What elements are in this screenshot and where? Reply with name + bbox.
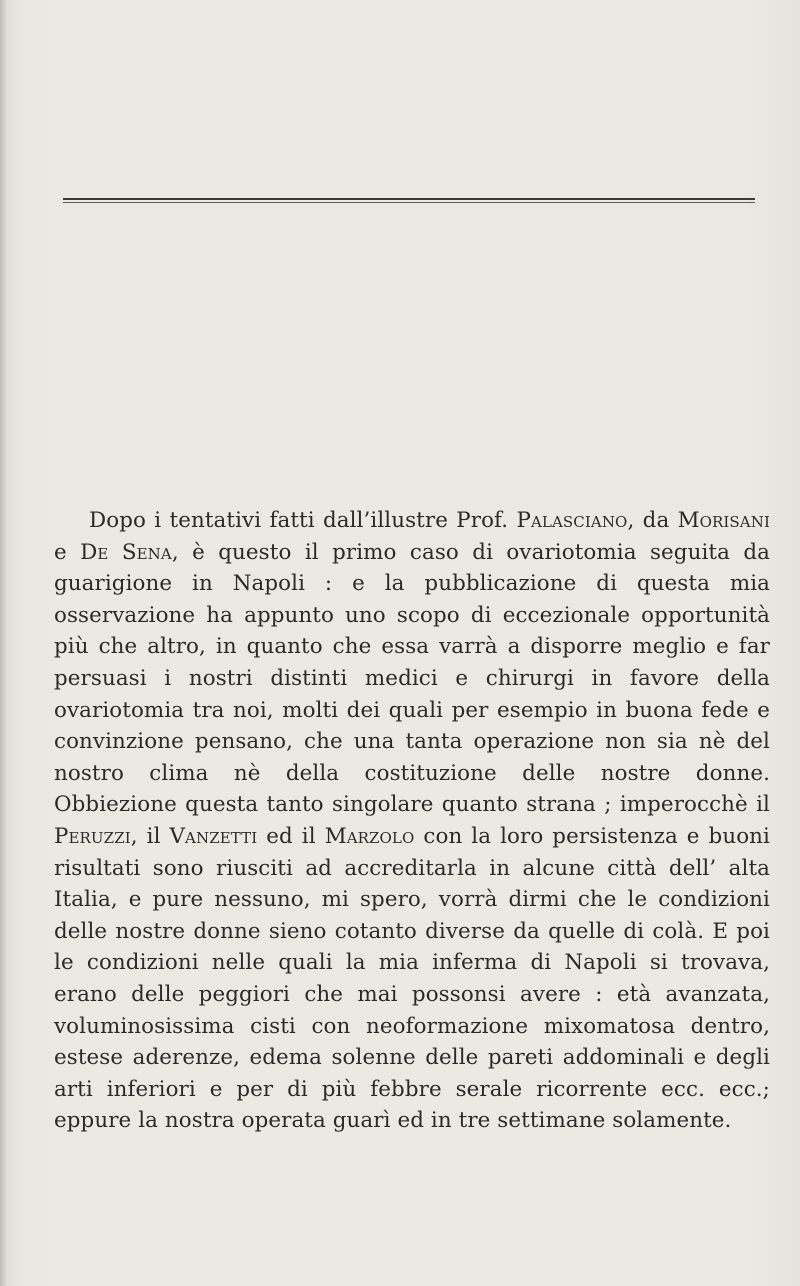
text-segment: , è questo il primo caso di ovariotomia seguita da guarigione in Napoli : e la pubblicazione di questa mia osservazione ha appunto uno scopo di eccezionale opportunità più che altro, in quanto che essa varrà a disporre meglio e far persuasi i nostri distinti medici e chirurgi in favore della ovariotomia tra noi, molti dei quali per esempio in buona fede e convinzione pensano, che una tanta operazione non sia nè del nostro clima nè della costituzione delle nostre donne. Obbiezione questa tanto singolare quanto strana ; imperocchè il — [54, 539, 770, 818]
page-binding-edge — [0, 0, 6, 1286]
text-segment: e — [54, 539, 81, 565]
text-segment: , da — [627, 508, 678, 533]
author-name-de-sena: De Sena — [80, 539, 172, 565]
text-segment: con la loro persistenza e buoni risultati sono riusciti ad accreditarla in alcune città dell’ alta Italia, e pure nessuno, mi spero, vorrà dirmi che le condizioni delle nostre donne sieno cotanto diverse da quelle di colà. E poi le condizioni nelle quali la mia inferma di Napoli si trovava, erano delle peggiori che mai possonsi avere : età avanzata, voluminosissima cisti con neoformazione mixomatosa dentro, estese aderenze, edema solenne delle pareti addominali e degli arti inferiori e per di più febbre serale ricorrente ecc. ecc.; eppure la nostra operata guarì ed in tre settimane solamente. — [54, 823, 770, 1134]
header-rule-thick — [63, 198, 755, 200]
text-segment: Dopo i tentativi fatti dall’illustre Prof. — [89, 508, 517, 533]
author-name-marzolo: Marzolo — [324, 823, 415, 849]
author-name-morisani: Morisani — [677, 508, 770, 533]
text-segment: , il — [130, 823, 170, 849]
header-rule-thin — [63, 202, 755, 203]
author-name-palasciano: Palasciano — [516, 508, 628, 533]
body-paragraph — [54, 505, 770, 1137]
author-name-peruzzi: Peruzzi — [54, 823, 131, 849]
text-segment: ed il — [257, 823, 325, 849]
author-name-vanzetti: Vanzetti — [169, 823, 258, 849]
